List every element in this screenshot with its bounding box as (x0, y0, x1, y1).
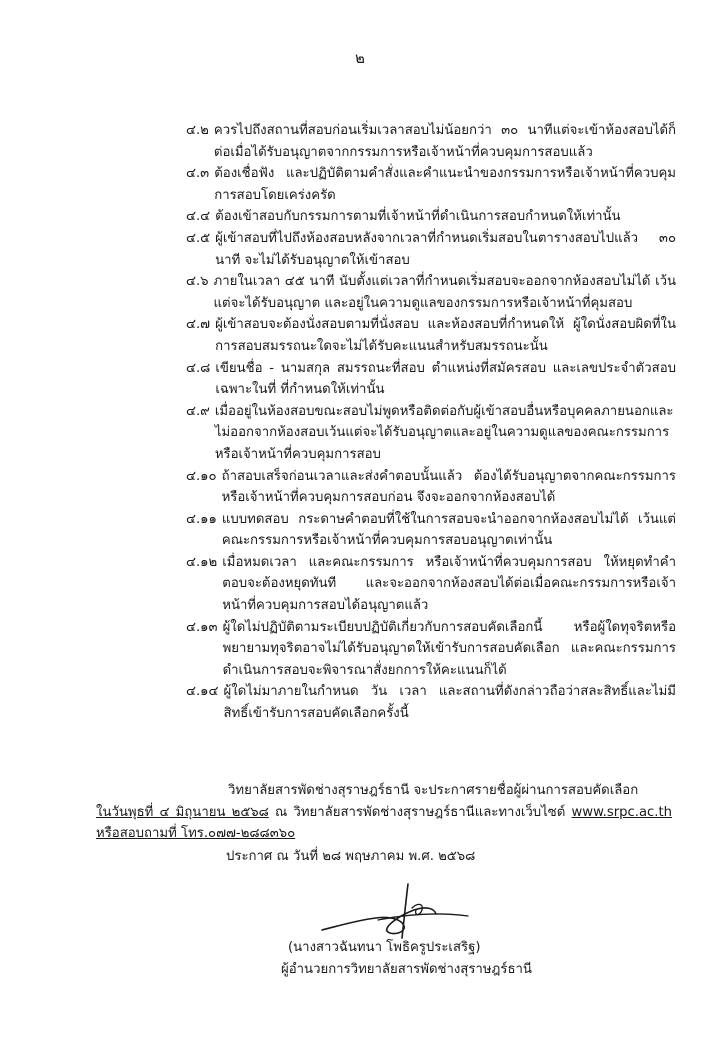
rule-item (186, 466, 676, 509)
signer-name: (นางสาวฉันทนา โพธิครูประเสริฐ) (288, 940, 481, 955)
rule-number: ๔.๖ (186, 274, 209, 290)
rule-text: เมื่อหมดเวลา และคณะกรรมการ หรือเจ้าหน้าที่ควบคุมการสอบ ให้หยุดทำคำตอบจะต้องหยุดทันที และจะออกจากห้องสอบได้ต่อเมื่อคณะกรรมการหรือเจ้าหน้าที่ควบคุมการสอบได้อนุญาตแล้ว (222, 554, 676, 614)
page-number: ๒ (355, 49, 365, 67)
rule-text: ต้องเชื่อฟัง และปฏิบัติตามคำสั่งและคำแนะนำของกรรมการหรือเจ้าหน้าที่ควบคุมการสอบโดยเคร่งครัด (214, 166, 676, 203)
rule-text: แบบทดสอบ กระดาษคำตอบที่ใช้ในการสอบจะนำออกจากห้องสอบไม่ได้ เว้นแต่คณะกรรมการหรือเจ้าหน้าที่ควบคุมการสอบอนุญาตเท่านั้น (221, 511, 676, 549)
rule-item (186, 228, 676, 271)
rule-item (186, 206, 676, 228)
rule-number: ๔.๑๒ (186, 554, 218, 570)
rule-number: ๔.๙ (186, 403, 210, 419)
rule-item (186, 681, 676, 724)
rule-text: ผู้ใดไม่ปฏิบัติตามระเบียบปฏิบัติเกี่ยวกับการสอบคัดเลือกนี้ หรือผู้ใดทุจริตหรือพยายามทุจริตอาจไม่ได้รับอนุญาตให้เข้ารับการสอบคัดเลือก และคณะกรรมการดำเนินการสอบจะพิจารณาสั่งยกการให้คะแนนก็ได้ (222, 619, 676, 678)
rule-item (186, 401, 676, 466)
rule-text: ควรไปถึงสถานที่สอบก่อนเริ่มเวลาสอบไม่น้อยกว่า ๓๐ นาทีแต่จะเข้าห้องสอบได้ก็ต่อเมื่อได้รับอนุญาตจากกรรมการหรือเจ้าหน้าที่ควบคุมการสอบแล้ว (213, 123, 676, 160)
announcement-date: ในวันพุธที่ ๔ มิถุนายน ๒๕๖๘ (96, 804, 269, 820)
signature (318, 880, 474, 944)
rule-text: ผู้เข้าสอบที่ไปถึงห้องสอบหลังจากเวลาที่กำหนดเริ่มสอบในตารางสอบไปแล้ว ๓๐ นาที จะไม่ได้รับอนุญาตให้เข้าสอบ (215, 230, 676, 268)
announcement-body (96, 802, 672, 845)
rule-item (186, 163, 676, 206)
rule-number: ๔.๑๑ (186, 511, 217, 527)
rule-text: ผู้ใดไม่มาภายในกำหนด วัน เวลา และสถานที่ดังกล่าวถือว่าสละสิทธิ์และไม่มีสิทธิ์เข้ารับการสอบคัดเลือกครั้งนี้ (223, 684, 676, 722)
rule-text: ผู้เข้าสอบจะต้องนั่งสอบตามที่นั่งสอบ และห้องสอบที่กำหนดให้ ผู้ใดนั่งสอบผิดที่ในการสอบสมรรถนะใดจะไม่ได้รับคะแนนสำหรับสมรรถนะนั้น (215, 317, 676, 354)
rule-number: ๔.๗ (186, 317, 211, 333)
rule-number: ๔.๘ (186, 360, 211, 376)
rule-item (186, 120, 676, 163)
rule-text: เขียนชื่อ - นามสกุล สมรรถนะที่สอบ ตำแหน่งที่สมัครสอบ และเลขประจำตัวสอบเฉพาะในที่ ที่กำหนดให้เท่านั้น (215, 360, 676, 398)
rule-item (186, 617, 676, 682)
exam-rules-list (186, 120, 676, 725)
rule-number: ๔.๑๐ (186, 468, 217, 484)
rule-item (186, 509, 676, 552)
rule-text: ต้องเข้าสอบกับกรรมการตามที่เจ้าหน้าที่ดำเนินการสอบกำหนดให้เท่านั้น (215, 209, 621, 225)
announcement-lead: วิทยาลัยสารพัดช่างสุราษฎร์ธานี จะประกาศรายชื่อผู้ผ่านการสอบคัดเลือก (228, 783, 639, 798)
rule-item (186, 314, 676, 357)
rule-number: ๔.๕ (186, 230, 211, 246)
rule-item (186, 552, 676, 617)
rule-number: ๔.๑๔ (186, 684, 219, 700)
rule-number: ๔.๒ (186, 123, 209, 138)
rule-number: ๔.๓ (186, 166, 210, 182)
rule-number: ๔.๑๓ (186, 619, 218, 635)
rule-text: ภายในเวลา ๔๕ นาที นับตั้งแต่เวลาที่กำหนดเริ่มสอบจะออกจากห้องสอบไม่ได้ เว้นแต่จะได้รับอนุญาต และอยู่ในความดูแลของกรรมการหรือเจ้าหน้าที่คุมสอบ (213, 274, 676, 311)
signer-title: ผู้อำนวยการวิทยาลัยสารพัดช่างสุราษฎร์ธานี (281, 962, 532, 977)
rule-number: ๔.๔ (186, 209, 211, 225)
rule-text: ถ้าสอบเสร็จก่อนเวลาและส่งคำตอบนั้นแล้ว ต้องได้รับอนุญาตจากคณะกรรมการหรือเจ้าหน้าที่ควบคุมการสอบก่อน จึงจะออกจากห้องสอบได้ (221, 468, 676, 506)
announcement-location: ณ วิทยาลัยสารพัดช่างสุราษฎร์ธานีและทางเว็บไซต์ (268, 804, 572, 820)
rule-text: เมื่ออยู่ในห้องสอบขณะสอบไม่พูดหรือติดต่อกับผู้เข้าสอบอื่นหรือบุคคลภายนอกและไม่ออกจากห้องสอบเว้นแต่จะได้รับอนุญาตและอยู่ในความดูแลของคณะกรรมการ หรือเจ้าหน้าที่ควบคุมการสอบ (214, 403, 674, 462)
rule-item (186, 271, 676, 314)
results-announcement (96, 780, 672, 845)
announcement-issue-date: ประกาศ ณ วันที่ ๒๘ พฤษภาคม พ.ศ. ๒๕๖๘ (226, 849, 476, 864)
rule-item (186, 358, 676, 401)
announcement-contact: หรือสอบถามที่ โทร.๐๗๗-๒๘๘๓๖๐ (96, 826, 296, 842)
website-link[interactable]: www.srpc.ac.th (571, 804, 672, 820)
